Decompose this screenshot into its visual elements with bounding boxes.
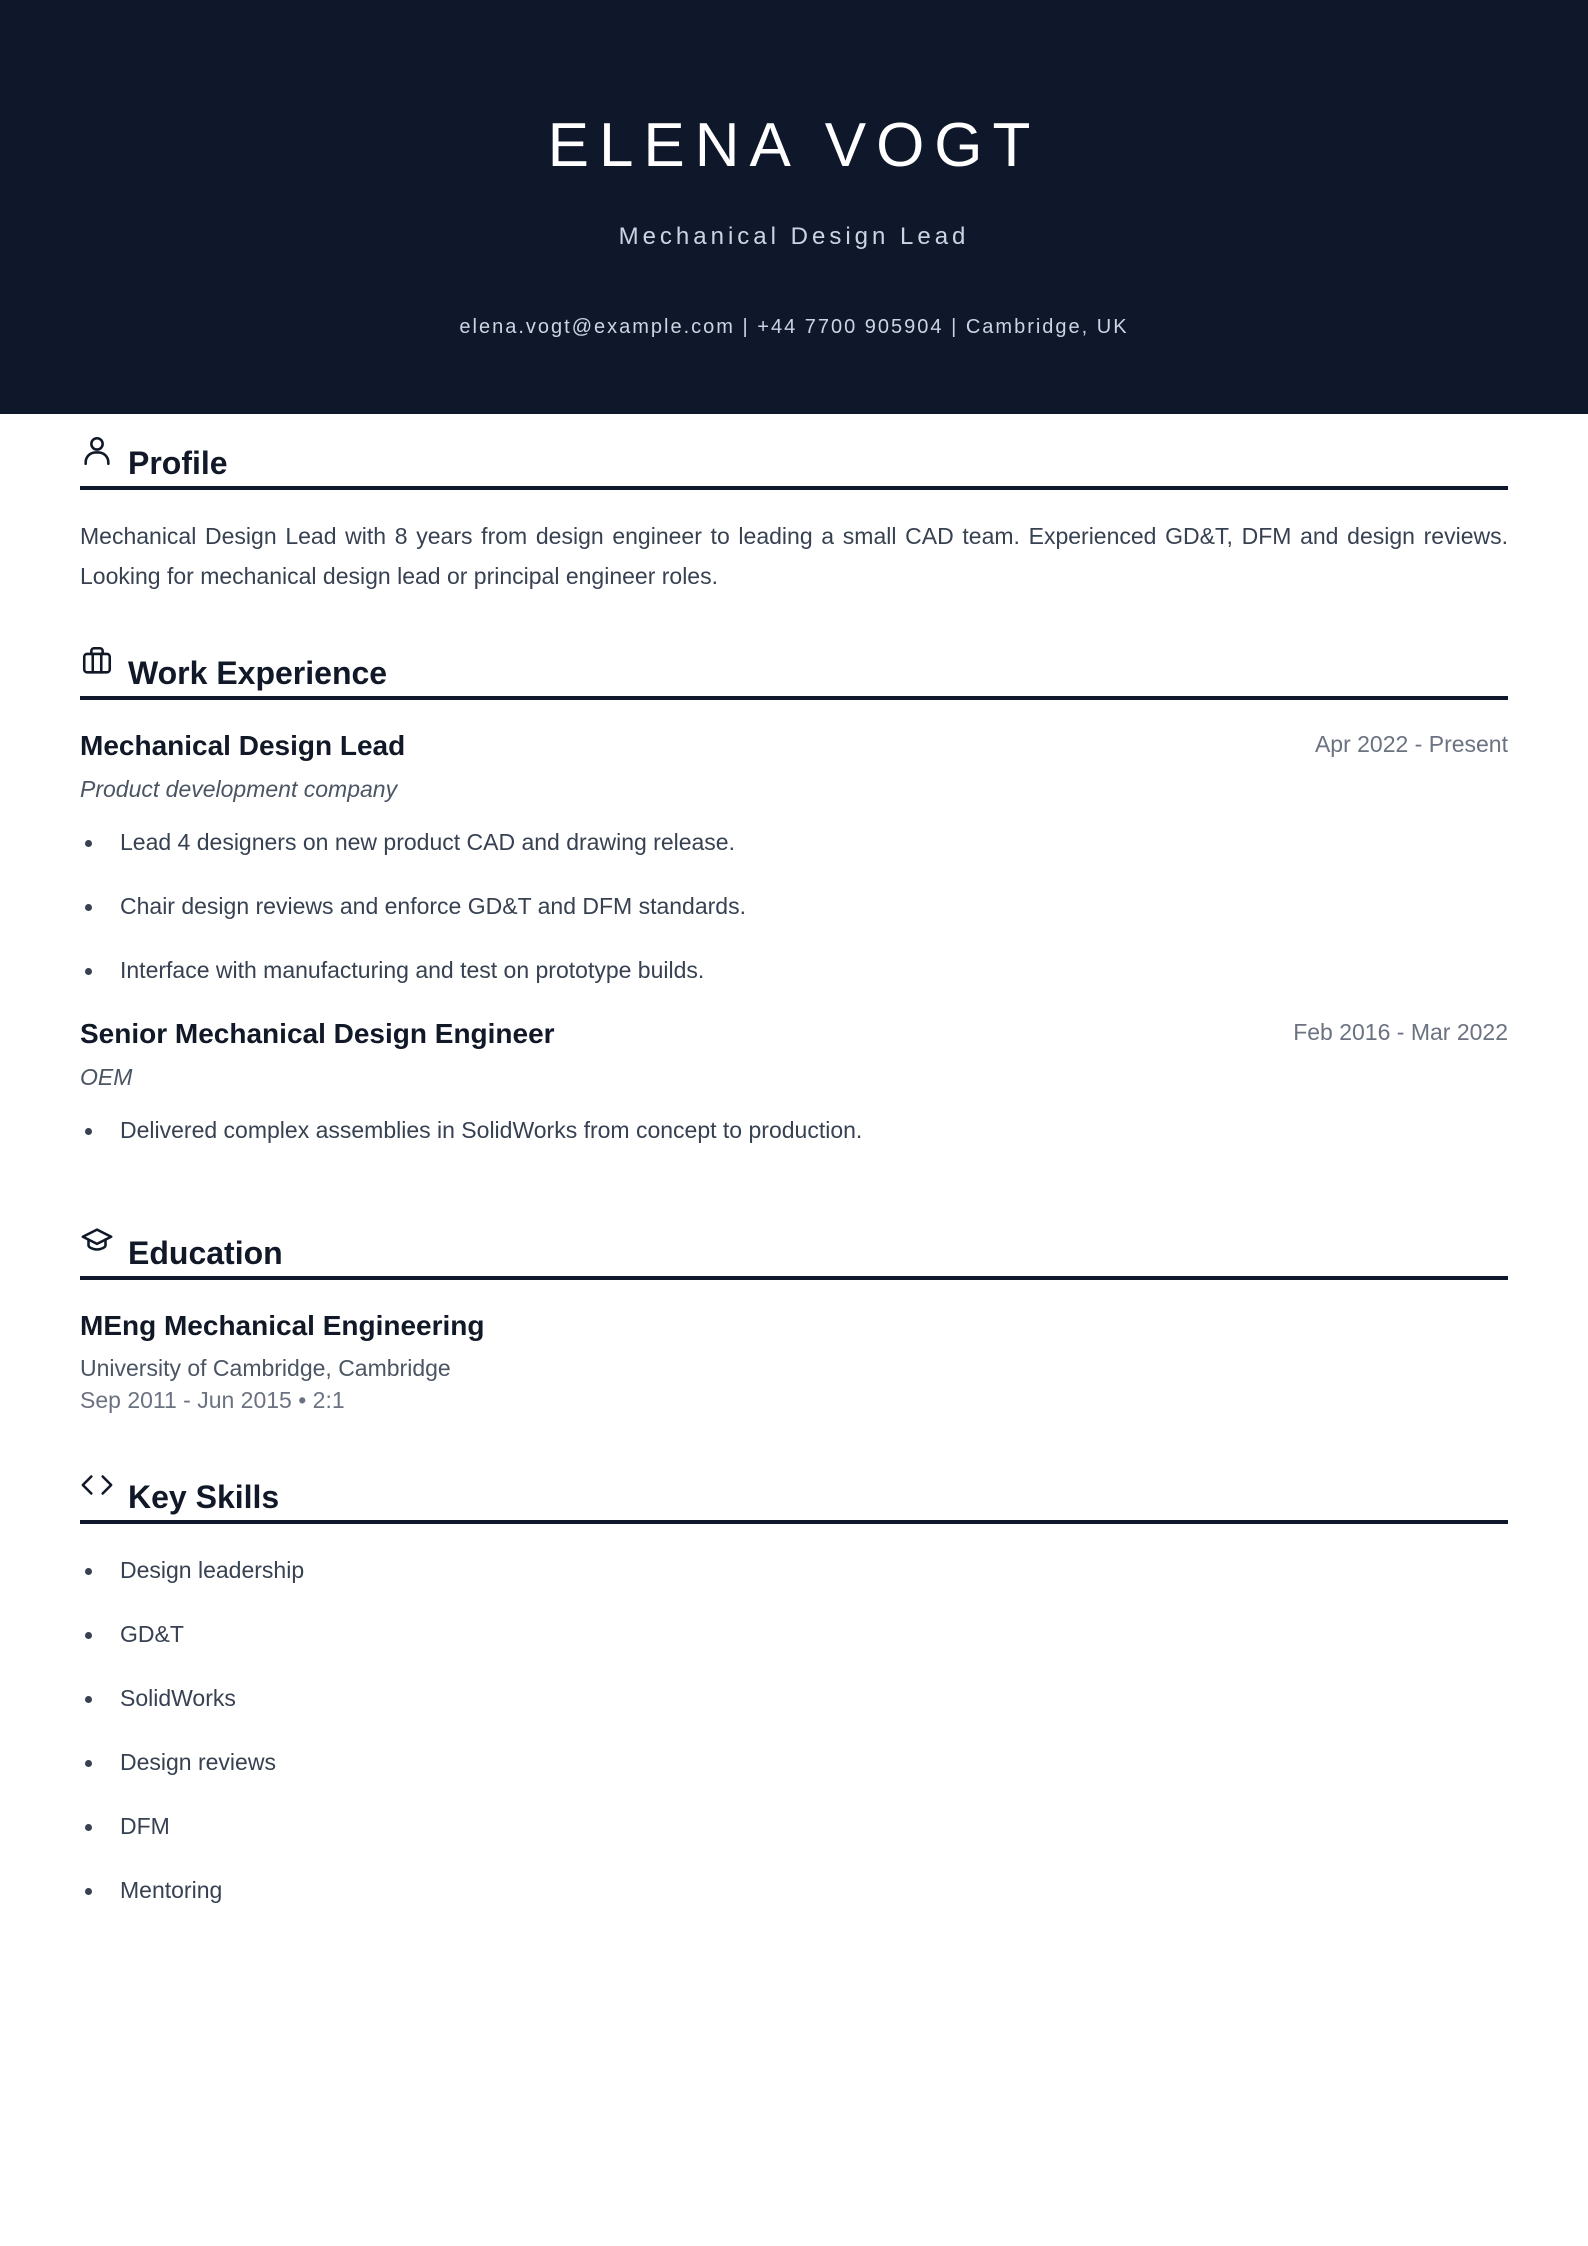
list-item: Design leadership: [80, 1554, 1508, 1586]
candidate-title: Mechanical Design Lead: [618, 223, 970, 250]
section-header: [80, 434, 1508, 490]
briefcase-icon: [80, 644, 114, 678]
job-title: Senior Mechanical Design Engineer: [80, 1018, 555, 1049]
candidate-name: ELENA VOGT: [547, 111, 1041, 180]
list-item: Lead 4 designers on new product CAD and drawing release.: [80, 826, 1508, 858]
job-company: OEM: [80, 1064, 133, 1090]
job-company: Product development company: [80, 776, 398, 802]
section-header: [80, 644, 1508, 700]
code-icon: [80, 1468, 114, 1502]
job-dates: Feb 2016 - Mar 2022: [1293, 1019, 1508, 1045]
skills-list: [80, 1554, 1508, 1906]
graduation-cap-icon: [80, 1224, 114, 1258]
education-section: [80, 1224, 1508, 1416]
profile-summary: Mechanical Design Lead with 8 years from design engineer to leading a small CAD team. Experienced GD&T, DFM and design reviews. Looking for mechanical design lead or principal engineer roles.: [80, 523, 1508, 589]
profile-section: [80, 434, 1508, 596]
list-item: DFM: [80, 1810, 1508, 1842]
list-item: Interface with manufacturing and test on prototype builds.: [80, 954, 1508, 986]
degree-title: MEng Mechanical Engineering: [80, 1310, 485, 1341]
list-item: GD&T: [80, 1618, 1508, 1650]
section-header: [80, 1468, 1508, 1524]
job-title: Mechanical Design Lead: [80, 730, 406, 761]
person-icon: [80, 434, 114, 468]
job-dates: Apr 2022 - Present: [1314, 731, 1508, 757]
job-entry: [80, 728, 1508, 986]
school-name: University of Cambridge, Cambridge: [80, 1355, 451, 1381]
section-title: Work Experience: [128, 655, 388, 691]
section-header: [80, 1224, 1508, 1280]
list-item: Delivered complex assemblies in SolidWorks from concept to production.: [80, 1114, 1508, 1146]
section-title: Education: [128, 1235, 283, 1271]
education-dates: Sep 2011 - Jun 2015 • 2:1: [80, 1387, 345, 1413]
list-item: Mentoring: [80, 1874, 1508, 1906]
section-title: Key Skills: [128, 1479, 280, 1515]
job-bullets: [80, 826, 1508, 986]
section-title: Profile: [128, 445, 228, 481]
list-item: Chair design reviews and enforce GD&T and DFM standards.: [80, 890, 1508, 922]
experience-section: [80, 644, 1508, 1178]
job-bullets: [80, 1114, 1508, 1146]
resume-header: [0, 0, 1588, 414]
contact-info: elena.vogt@example.com | +44 7700 905904 | Cambridge, UK: [459, 316, 1129, 338]
list-item: SolidWorks: [80, 1682, 1508, 1714]
list-item: Design reviews: [80, 1746, 1508, 1778]
skills-section: [80, 1468, 1508, 1938]
job-entry: [80, 1016, 1508, 1146]
